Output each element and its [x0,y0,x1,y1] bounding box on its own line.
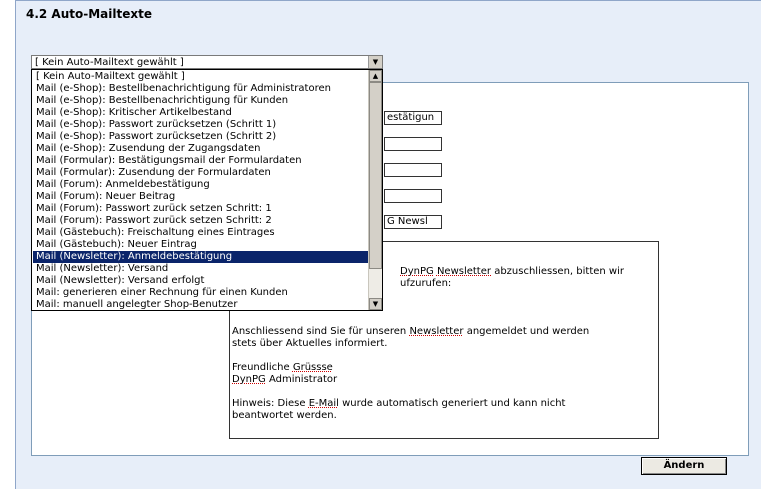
save-button[interactable]: Ändern [641,457,727,475]
message-line: beantwortet werden. [232,410,337,421]
dropdown-option[interactable]: Mail (e-Shop): Bestellbenachrichtigung für Kunden [36,95,289,106]
dropdown-option[interactable]: Mail (e-Shop): Passwort zurücksetzen (Schritt 2) [36,131,277,142]
select-value: [ Kein Auto-Mailtext gewählt ] [35,57,184,68]
message-line: ufzurufen: [400,278,452,289]
dropdown-option[interactable]: Mail (Gästebuch): Freischaltung eines Eintrages [36,227,275,238]
message-line: stets über Aktuelles informiert. [232,338,388,349]
automail-select[interactable] [31,55,383,69]
newsletter-field[interactable]: G Newsl [384,215,442,229]
chevron-down-icon[interactable]: ▼ [368,56,382,68]
dropdown-option[interactable]: Mail (Forum): Passwort zurück setzen Schritt: 1 [36,203,272,214]
message-line: Anschliessend sind Sie für unseren Newsletter angemeldet und werden [232,326,590,337]
dropdown-option[interactable]: Mail (e-Shop): Kritischer Artikelbestand [36,107,232,118]
dropdown-option[interactable]: [ Kein Auto-Mailtext gewählt ] [36,71,185,82]
automail-dropdown-list[interactable] [31,69,383,311]
dropdown-option[interactable]: Mail (e-Shop): Zusendung der Zugangsdaten [36,143,261,154]
sender-name-field[interactable] [384,137,442,151]
dropdown-option[interactable]: Mail: generieren einer Rechnung für einen Kunden [36,287,288,298]
scroll-down-icon[interactable]: ▼ [369,298,382,310]
message-line: Freundliche Grüssse [232,362,333,373]
dropdown-option[interactable]: Mail: manuell angelegter Shop-Benutzer [36,299,238,310]
reply-to-field[interactable] [384,189,442,203]
page-title: 4.2 Auto-Mailtexte [26,7,152,21]
message-line: Hinweis: Diese E-Mail wurde automatisch generiert und kann nicht [232,398,566,409]
dropdown-option[interactable]: Mail (e-Shop): Passwort zurücksetzen (Schritt 1) [36,119,277,130]
dropdown-option[interactable]: Mail (e-Shop): Bestellbenachrichtigung für Administratoren [36,83,331,94]
sender-email-field[interactable] [384,163,442,177]
dropdown-option[interactable]: Mail (Forum): Passwort zurück setzen Schritt: 2 [36,215,272,226]
dropdown-option[interactable]: Mail (Newsletter): Anmeldebestätigung [33,251,368,263]
dropdown-option[interactable]: Mail (Formular): Bestätigungsmail der Formulardaten [36,155,302,166]
dropdown-option[interactable]: Mail (Forum): Neuer Beitrag [36,191,176,202]
dropdown-option[interactable]: Mail (Newsletter): Versand erfolgt [36,275,205,286]
divider [16,0,761,1]
dropdown-option[interactable]: Mail (Newsletter): Versand [36,263,169,274]
message-line: DynPG Administrator [232,374,338,385]
message-line: DynPG Newsletter abzuschliessen, bitten wir [400,266,624,277]
dropdown-option[interactable]: Mail (Formular): Zusendung der Formulardaten [36,167,271,178]
scrollbar-thumb[interactable] [369,82,382,269]
content-panel [15,0,761,489]
subject-field[interactable]: estätigun [384,111,442,125]
dropdown-option[interactable]: Mail (Gästebuch): Neuer Eintrag [36,239,197,250]
scroll-up-icon[interactable]: ▲ [369,70,382,82]
dropdown-option[interactable]: Mail (Forum): Anmeldebestätigung [36,179,210,190]
scrollbar[interactable] [368,70,382,310]
